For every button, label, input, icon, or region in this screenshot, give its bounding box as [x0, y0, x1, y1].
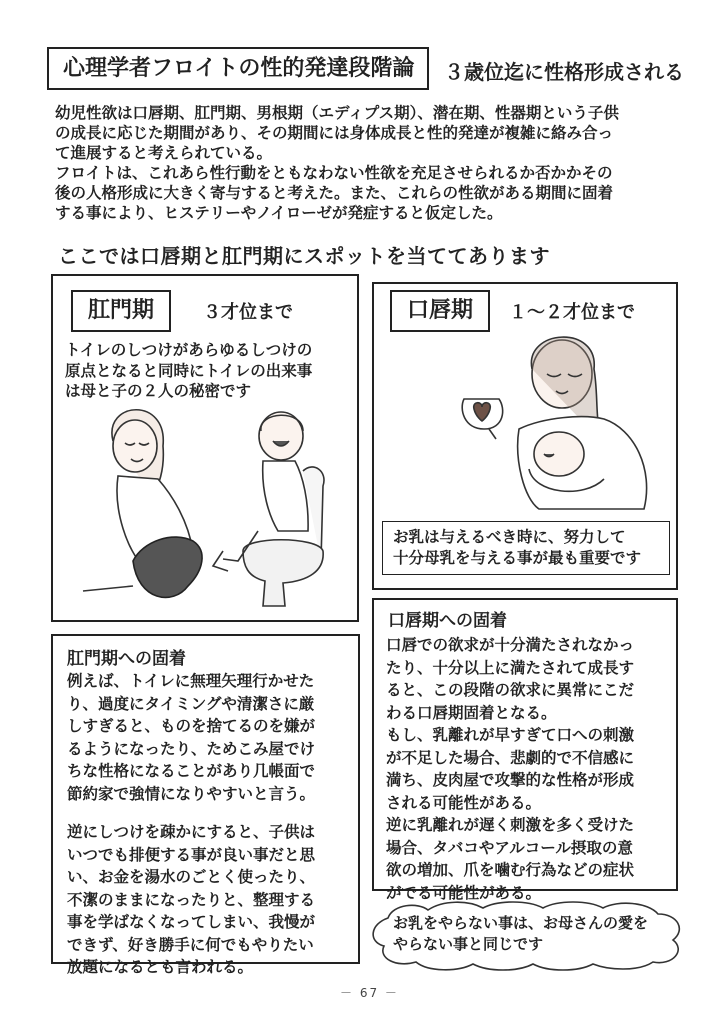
- intro-line: 幼児性欲は口唇期、肛門期、男根期（エディプス期）、潜在期、性器期という子供: [55, 104, 619, 122]
- oral-stage-label: 口唇期: [390, 290, 490, 332]
- caption-line: お乳は与えるべき時に、努力して: [393, 528, 626, 546]
- oral-caption-box: [382, 521, 670, 575]
- intro-line: て進展すると考えられている。: [55, 144, 273, 162]
- body-line: わる口唇期固着となる。: [386, 703, 557, 722]
- cloud-note: [393, 913, 648, 955]
- body-line: 逆にしつけを疎かにすると、子供は: [67, 823, 316, 841]
- body-line: 場合、タバコやアルコール摂取の意: [386, 838, 633, 857]
- body-line: るようになったり、ためこみ屋でけ: [67, 739, 316, 758]
- oral-fixation-title: 口唇期への固着: [388, 611, 507, 631]
- spacer: [67, 805, 315, 821]
- oral-caption: [393, 527, 641, 569]
- spotlight-heading: ここでは口唇期と肛門期にスポットを当ててあります: [58, 244, 550, 268]
- anal-fixation-body: [67, 670, 315, 979]
- intro-line: 後の人格形成に大きく寄与すると考えた。また、これらの性欲がある期間に固着: [55, 184, 614, 202]
- anal-stage-description: [65, 340, 312, 402]
- cloud-line: やらない事と同じです: [393, 935, 544, 953]
- body-line: 欲の増加、爪を噛む行為などの症状: [386, 861, 635, 879]
- desc-line: トイレのしつけがあらゆるしつけの: [65, 341, 313, 359]
- anal-stage-label: 肛門期: [71, 290, 171, 332]
- body-line: 満ち、皮肉屋で攻撃的な性格が形成: [386, 771, 635, 789]
- body-line: 不潔のままになったりと、整理する: [67, 890, 316, 909]
- body-line: ちな性格になることがあり几帳面で: [67, 762, 316, 780]
- oral-stage-panel: [372, 282, 678, 590]
- anal-fixation-box: [51, 634, 360, 976]
- body-line: もし、乳離れが早すぎて口への刺激: [386, 726, 635, 744]
- page-subtitle: ３歳位迄に性格形成される: [444, 60, 684, 84]
- body-line: できず、好き勝手に何でもやりたい: [67, 935, 314, 954]
- oral-fixation-body: [386, 634, 634, 904]
- desc-line: 原点となると同時にトイレの出来事: [65, 361, 313, 380]
- intro-paragraph: [55, 103, 685, 223]
- body-line: 放題になるとも言われる。: [67, 958, 254, 976]
- anal-stage-age: ３才位まで: [203, 302, 293, 323]
- body-line: しすぎると、ものを捨てるのを嫌が: [67, 717, 316, 735]
- body-line: い、お金を湯水のごとく使ったり、: [67, 868, 316, 886]
- page-number: － 67 －: [340, 986, 399, 1000]
- body-line: 節約家で強情になりやすいと言う。: [67, 784, 316, 803]
- body-line: 口唇での欲求が十分満たされなかっ: [386, 636, 635, 654]
- intro-line: する事により、ヒステリーやノイローゼが発症すると仮定した。: [55, 204, 503, 222]
- body-line: 逆に乳離れが遅く刺激を多く受けた: [386, 816, 635, 834]
- page-title: [47, 47, 429, 90]
- intro-line: フロイトは、これあら性行動をともなわない性欲を充足させられるか否かかその: [55, 164, 613, 182]
- caption-line: 十分母乳を与える事が最も重要です: [393, 549, 642, 567]
- body-line: り、過度にタイミングや清潔さに厳: [67, 694, 315, 713]
- desc-line: は母と子の２人の秘密です: [65, 382, 252, 400]
- body-line: たり、十分以上に満たされて成長す: [386, 658, 635, 677]
- anal-stage-panel: [51, 274, 359, 622]
- anal-fixation-title: 肛門期への固着: [67, 649, 186, 669]
- oral-stage-age: １～２才位まで: [509, 302, 635, 323]
- body-line: いつでも排便する事が良い事だと思: [67, 845, 316, 864]
- page-title-text: 心理学者フロイトの性的発達段階論: [63, 56, 415, 81]
- toilet-training-illustration: [73, 401, 348, 616]
- intro-line: の成長に応じた期間があり、その期間には身体成長と性的発達が複雑に絡み合っ: [55, 124, 614, 142]
- body-line: 例えば、トイレに無理矢理行かせた: [67, 672, 315, 690]
- breastfeeding-illustration: [444, 329, 674, 514]
- oral-fixation-box: [372, 598, 678, 902]
- body-line: が不足した場合、悲劇的で不信感に: [386, 748, 635, 767]
- body-line: ると、この段階の欲求に異常にこだ: [386, 681, 635, 699]
- body-line: がでる可能性がある。: [386, 883, 542, 902]
- cloud-line: お乳をやらない事は、お母さんの愛を: [393, 914, 649, 932]
- body-line: される可能性がある。: [386, 793, 542, 812]
- body-line: 事を学ばなくなってしまい、我慢が: [67, 913, 316, 931]
